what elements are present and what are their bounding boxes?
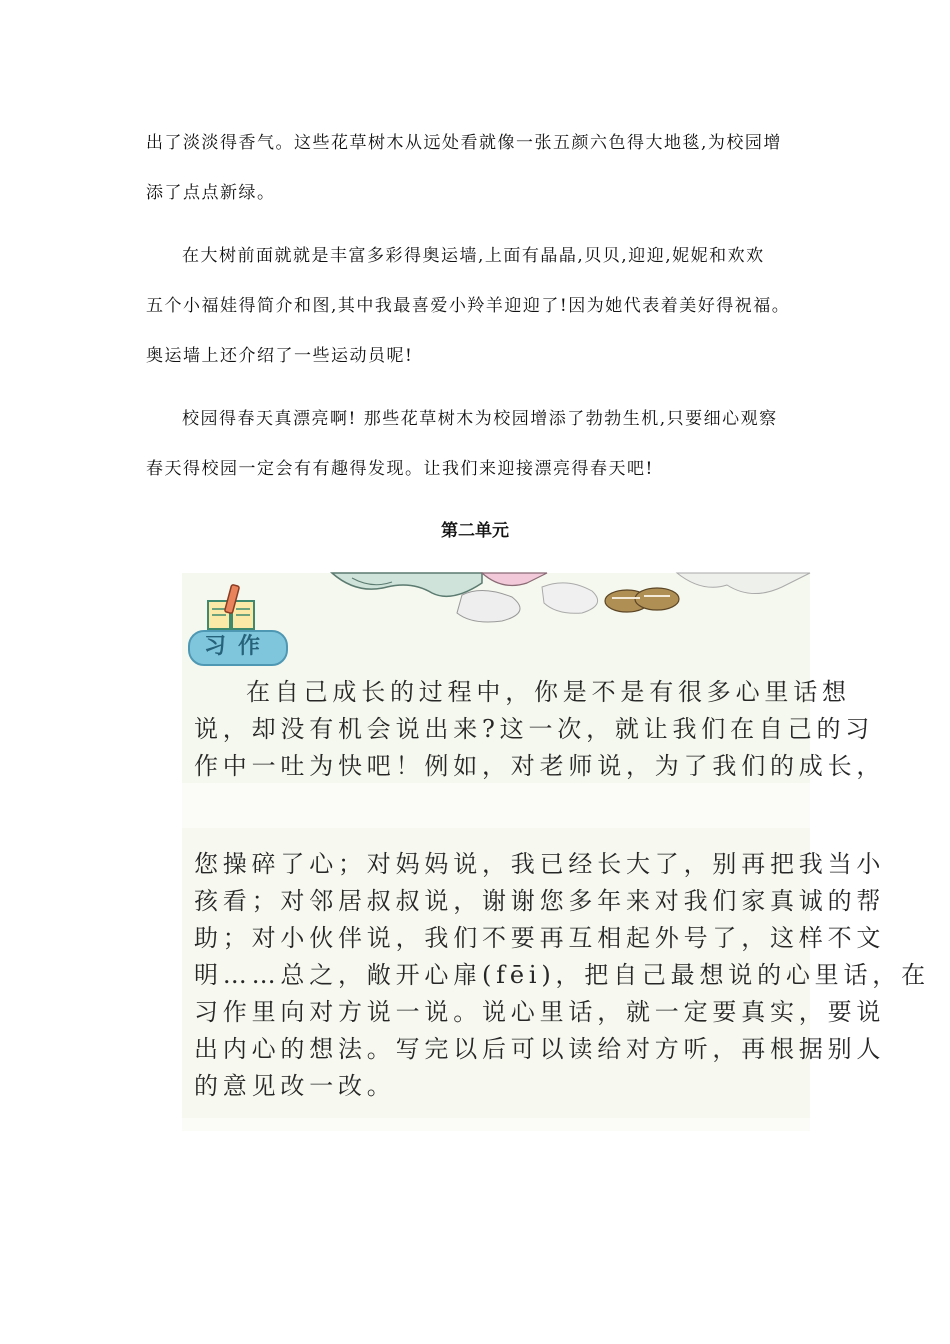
essay-line: 五个小福娃得简介和图,其中我最喜爱小羚羊迎迎了!因为她代表着美好得祝福。 (146, 296, 791, 316)
textbook-line: 习作里向对方说一说。说心里话，就一定要真实，要说 (194, 998, 886, 1026)
textbook-line: 说，却没有机会说出来?这一次，就让我们在自己的习 (194, 715, 875, 743)
essay-line: 校园得春天真漂亮啊! 那些花草树木为校园增添了勃勃生机,只要细心观察 (182, 409, 778, 429)
textbook-line: 您操碎了心；对妈妈说，我已经长大了，别再把我当小 (194, 850, 886, 878)
textbook-line: 出内心的想法。写完以后可以读给对方听，再根据别人 (194, 1035, 886, 1063)
textbook-scan (182, 573, 930, 1131)
textbook-line: 孩看；对邻居叔叔说，谢谢您多年来对我们家真诚的帮 (194, 887, 886, 915)
book-pencil-icon (204, 583, 260, 633)
textbook-line: 作中一吐为快吧！例如，对老师说，为了我们的成长， (194, 752, 886, 780)
textbook-line: 助；对小伙伴说，我们不要再互相起外号了，这样不文 (194, 924, 886, 952)
textbook-line: 的意见改一改。 (194, 1072, 396, 1100)
essay-line: 添了点点新绿。 (146, 183, 276, 203)
essay-line: 奥运墙上还介绍了一些运动员呢! (146, 346, 414, 366)
essay-line: 出了淡淡得香气。这些花草树木从远处看就像一张五颜六色得大地毯,为校园增 (146, 133, 782, 153)
textbook-line: 明……总之，敞开心扉(fēi)，把自己最想说的心里话，在 (194, 961, 930, 989)
essay-line: 春天得校园一定会有有趣得发现。让我们来迎接漂亮得春天吧! (146, 459, 654, 479)
unit-heading: 第二单元 (441, 521, 509, 541)
composition-badge: 习作 (188, 630, 288, 666)
essay-line: 在大树前面就就是丰富多彩得奥运墙,上面有晶晶,贝贝,迎迎,妮妮和欢欢 (182, 246, 765, 266)
textbook-line: 在自己成长的过程中，你是不是有很多心里话想 (246, 678, 851, 706)
